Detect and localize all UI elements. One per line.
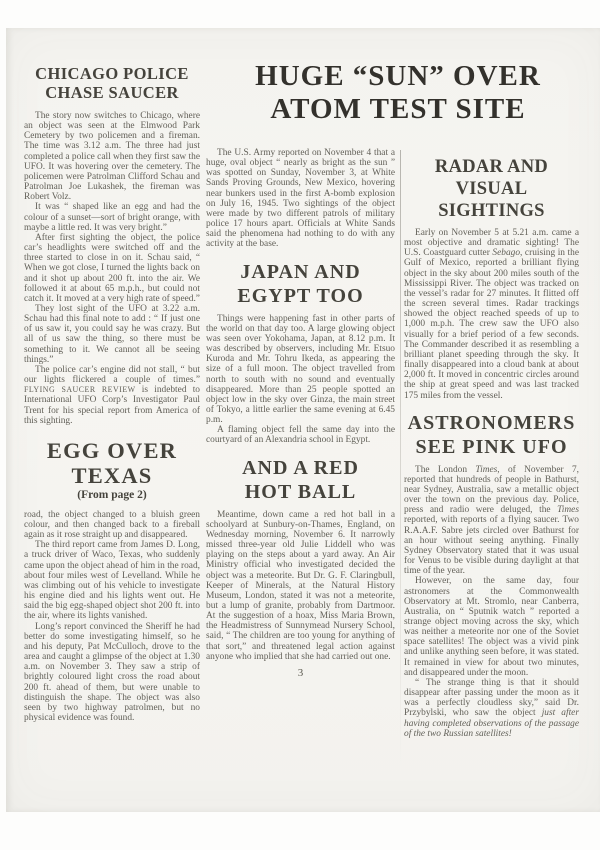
red-hot-ball-article-body: [206, 510, 395, 662]
japan-egypt-headline: [206, 260, 395, 308]
chicago-headline: [24, 64, 200, 102]
chicago-headline-line2: CHASE SAUCER: [45, 83, 179, 102]
paragraph: They lost sight of the UFO at 3.22 a.m. Schau had this final note to add : “ If just one of us saw it, you could say he was crazy. But all of us saw the thing, so there must be something to it. We cannot all be seeing things.”: [24, 303, 200, 365]
paragraph: road, the object changed to a bluish green colour, and then changed back to a fireball again as it rose straight up and disappeared.: [24, 509, 200, 541]
chicago-headline-line1: CHICAGO POLICE: [35, 64, 189, 83]
radar-sightings-headline-line2: VISUAL SIGHTINGS: [438, 179, 545, 221]
paragraph: “ The strange thing is that it should disappear after passing under the moon as it was a perfectly cloudless sky,” said Dr. Przybylski, who saw the object just after having completed observations of the passage of the two Russian satellites!: [404, 677, 579, 739]
page-number: 3: [297, 666, 304, 679]
egg-over-texas-headline: EGG OVER TEXAS: [46, 437, 178, 488]
huge-sun-article-body: [206, 148, 395, 250]
main-headline-line2: ATOM TEST SITE: [270, 93, 526, 125]
middle-column: [206, 148, 395, 679]
radar-sightings-headline: [404, 156, 579, 222]
astronomers-pink-ufo-headline: [404, 411, 579, 459]
paragraph: Meantime, down came a red hot ball in a schoolyard at Sunbury-on-Thames, England, on Wednesday morning, November 6. It narrowly missed three-year old Julie Liddell who was playing on the steps about a yard away. An Air Ministry official who investigated decided the object was a meteorite. But Dr. G. F. Claringbull, Keeper of Minerals, at the Natural History Museum, London, stated it was not a meteorite, but a lump of granite, probably from Dartmoor. At the suggestion of a hoax, Miss Maria Brown, the Headmistress of Sunnymead Nursery School, said, “ The children are too young for anything of that sort,” and threatened legal action against anyone who implied that she had carried out one.: [206, 509, 395, 662]
astronomers-pink-ufo-headline-line2: SEE PINK UFO: [415, 435, 568, 458]
paragraph: Things were happening fast in other parts of the world on that day too. A large glowing object was seen over Yokohama, Japan, at 8.12 p.m. It was described by observers, including Mr. Etsuo Kuroda and Mr. Tohru Ikeda, as appearing the size of a full moon. The object travelled from north to south with no sound and eventually disappeared. More than 25 people spotted an object low in the sky over Ginza, the main street of Tokyo, a little earlier the same evening at 6.45 p.m.: [206, 313, 395, 426]
right-column: [404, 156, 579, 739]
radar-sightings-article-body: [404, 228, 579, 401]
main-headline-line1: HUGE “SUN” OVER: [255, 60, 541, 92]
astronomers-pink-ufo-article-body: [404, 465, 579, 739]
main-headline: [203, 60, 593, 126]
paragraph: The story now switches to Chicago, where an object was seen at the Elmwood Park Cemetery by two policemen and a fireman. The time was 3.12 a.m. The three had just completed a police call when they first saw the UFO. It was hovering over the cemetery. The policemen were Patrolman Clifford Schau and Patrolman Joe Lukashek, the fireman was Robert Volz.: [24, 111, 200, 203]
column-divider-rule: [400, 150, 401, 768]
astronomers-pink-ufo-headline-line1: ASTRONOMERS: [407, 411, 576, 434]
paragraph: The London Times, of November 7, reported that hundreds of people in Bathurst, near Sydney, Australia, saw a metallic object over the town on the previous day. Police, press and radio were deluged, the Times reported, with reports of a flying saucer. Two R.A.A.F. Sabre jets circled over Bathurst for an hour without seeing anything. Finally Sydney Observatory stated that it was usual for Venus to be visible during daylight at that time of the year.: [404, 464, 579, 577]
red-hot-ball-headline: [206, 456, 395, 504]
paragraph: The third report came from James D. Long, a truck driver of Waco, Texas, who suddenly came upon the object ahead of him in the road, about four miles west of Levelland. While he was climbing out of his vehicle to investigate his engine died and his lights went out. He said the big egg-shaped object shot 200 ft. into the air, where its lights vanished.: [24, 540, 200, 622]
paragraph: It was “ shaped like an egg and had the colour of a sunset—sort of bright orange, with maybe a little red. It was very bright.”: [24, 202, 200, 233]
paragraph: A flaming object fell the same day into the courtyard of an Alexandria school in Egypt.: [206, 425, 395, 446]
paragraph: However, on the same day, four astronomers at the Commonwealth Observatory at Mt. Stromlo, near Canberra, Australia, on “ Sputnik watch ” reported a strange object moving across the sky, which was neither a meteorite nor one of the Soviet space satellites! The object was a vivid pink and unlike anything seen before, it was stated. It remained in view for about two minutes, and disappeared under the moon.: [404, 576, 579, 678]
egg-over-texas-article-body: [24, 510, 200, 723]
chicago-article-body: [24, 111, 200, 426]
red-hot-ball-headline-line1: AND A RED: [242, 456, 359, 479]
paragraph: The U.S. Army reported on November 4 that a huge, oval object “ nearly as bright as the sun ” was spotted on Sunday, November 3, at White Sands Proving Grounds, New Mexico, hovering near bunkers used in the first A-bomb explosion on July 16, 1945. Two sightings of the object were made by two different patrols of military police 17 hours apart. Officials at White Sands said the phenomena had nothing to do with any activity at the base.: [206, 148, 395, 250]
japan-egypt-article-body: [206, 314, 395, 446]
japan-egypt-headline-line1: JAPAN AND: [240, 260, 361, 283]
egg-over-texas-subtitle: (From page 2): [77, 488, 147, 501]
paragraph: Early on November 5 at 5.21 a.m. came a most objective and dramatic sighting! The U.S. Coastguard cutter Sebago, cruising in the Gulf of Mexico, reported a brilliant flying object in the sky about 200 miles south of the Mississippi River. The object was tracked on the vessel’s radar for 27 minutes. It flitted off the screen several times. Radar trackings showed the object reached speeds of up to 1,000 m.p.h. The crew saw the UFO also visually for a brief period of a few seconds. The Commander described it as resembling a brilliant planet speeding through the sky. It finally disappeared into a cloud bank at about 2,000 ft. It moved in concentric circles around the ship at great speed and was last tracked 175 miles from the vessel.: [404, 228, 579, 401]
paragraph: The police car’s engine did not stall, “ but our lights flickered a couple of times.” FLYING SAUCER REVIEW is indebted to International UFO Corp’s Investigator Paul Trent for his special report from America of this sighting.: [24, 364, 200, 426]
paragraph: Long’s report convinced the Sheriff he had better do some investigating himself, so he and his deputy, Pat McCulloch, drove to the area and caught a glimpse of the object at 1.30 a.m. on November 3. They saw a strip of brightly coloured light cross the road about 200 ft. ahead of them, but were unable to distinguish the shape. The object was also seen by two highway patrolmen, but no physical evidence was found.: [24, 621, 200, 723]
left-column: [24, 64, 200, 723]
radar-sightings-headline-line1: RADAR AND: [434, 157, 549, 177]
red-hot-ball-headline-line2: HOT BALL: [244, 480, 357, 503]
japan-egypt-headline-line2: EGYPT TOO: [237, 284, 364, 307]
paragraph: After first sighting the object, the police car’s headlights were switched off and the three started to close in on it. Schau said, “ When we got close, I turned the lights back on and it shot up about 200 ft. into the air. We followed it at about 65 m.p.h., but could not catch it. It moved at a very high rate of speed.”: [24, 232, 200, 304]
